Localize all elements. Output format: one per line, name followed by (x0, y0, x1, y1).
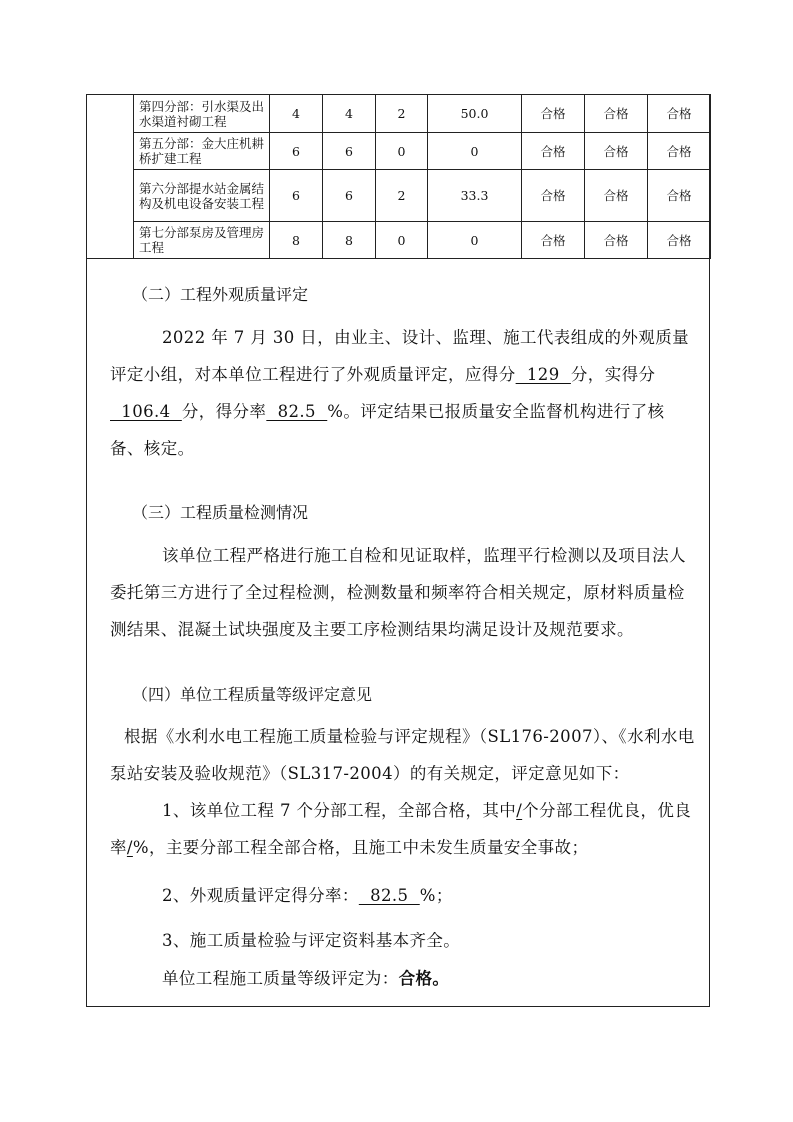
cell-total: 6 (270, 170, 323, 222)
subproject-name: 第六分部提水站金属结构及机电设备安装工程 (134, 170, 270, 222)
testing-paragraph: 该单位工程严格进行施工自检和见证取样，监理平行检测以及项目法人委托第三方进行了全过程检测，检测数量和频率符合相关规定，原材料质量检测结果、混凝土试块强度及主要工序检测结果均满足设计及规范要求。 (110, 546, 686, 639)
grade-conclusion (162, 965, 449, 989)
table-row (87, 95, 711, 133)
slash-value: / (516, 801, 523, 820)
cell-grade: 合格 (522, 222, 585, 259)
item-text: %，主要分部工程全部合格，且施工中未发生质量安全事故； (132, 838, 589, 857)
slash-value: / (126, 838, 133, 857)
cell-excellent: 2 (376, 95, 428, 133)
cell-qualified: 4 (323, 95, 376, 133)
score-actual-value: 106.4 (110, 402, 182, 421)
cell-qualified: 6 (323, 133, 376, 170)
grade-item-1 (110, 792, 698, 866)
grade-intro-paragraph: 根据《水利水电工程施工质量检验与评定规程》（SL176-2007）、《水利水电泵站安装及验收规范》（SL317-2004）的有关规定，评定意见如下： (110, 727, 695, 783)
cell-excellent: 2 (376, 170, 428, 222)
conclusion-label: 单位工程施工质量等级评定为： (162, 969, 399, 988)
conclusion-value: 合格。 (398, 969, 450, 988)
paragraph-text: %。评定结果已报质量安全监督机构进行了核备、核定。 (110, 402, 665, 458)
cell-grade: 合格 (585, 95, 648, 133)
cell-rate: 0 (428, 222, 522, 259)
cell-grade: 合格 (522, 133, 585, 170)
subproject-name: 第七分部泵房及管理房工程 (134, 222, 270, 259)
cell-grade: 合格 (585, 133, 648, 170)
cell-grade: 合格 (648, 222, 711, 259)
cell-grade: 合格 (522, 170, 585, 222)
cell-grade: 合格 (585, 170, 648, 222)
cell-grade: 合格 (522, 95, 585, 133)
score-should-value: 129 (515, 365, 571, 384)
cell-qualified: 8 (323, 222, 376, 259)
item-text: 1、该单位工程 7 个分部工程，全部合格，其中 (162, 801, 517, 820)
table-row (87, 222, 711, 259)
table-row (87, 170, 711, 222)
cell-total: 8 (270, 222, 323, 259)
paragraph-text: 分，得分率 (181, 402, 267, 421)
cell-excellent: 0 (376, 133, 428, 170)
section-heading-appearance: （二）工程外观质量评定 (132, 285, 309, 304)
subproject-name: 第四分部：引水渠及出水渠道衬砌工程 (134, 95, 270, 133)
cell-rate: 0 (428, 133, 522, 170)
grade-item-3: 3、施工质量检验与评定资料基本齐全。 (162, 931, 461, 950)
cell-total: 6 (270, 133, 323, 170)
subproject-score-table (86, 94, 711, 259)
item-text: 2、外观质量评定得分率： (162, 886, 359, 905)
table-row (87, 133, 711, 170)
cell-rate: 33.3 (428, 170, 522, 222)
cell-qualified: 6 (323, 170, 376, 222)
item-text: %； (419, 886, 453, 905)
paragraph-text: 分，实得分 (570, 365, 656, 384)
subproject-name: 第五分部：金大庄机耕桥扩建工程 (134, 133, 270, 170)
section-heading-grade-opinion: （四）单位工程质量等级评定意见 (132, 685, 373, 704)
cell-grade: 合格 (648, 95, 711, 133)
grade-item-2 (162, 882, 453, 906)
cell-grade: 合格 (648, 133, 711, 170)
cell-total: 4 (270, 95, 323, 133)
appearance-rate-value: 82.5 (358, 886, 420, 905)
score-rate-value: 82.5 (266, 402, 328, 421)
item-text: 个分部工程优良，优良率 (110, 801, 692, 857)
table-merged-cell (87, 95, 134, 259)
cell-grade: 合格 (585, 222, 648, 259)
cell-grade: 合格 (648, 170, 711, 222)
cell-rate: 50.0 (428, 95, 522, 133)
section-heading-testing: （三）工程质量检测情况 (132, 503, 309, 522)
appearance-paragraph (110, 319, 698, 467)
paragraph-text: 2022 年 7 月 30 日，由业主、设计、监理、施工代表组成的外观质量评定小组，对本单位工程进行了外观质量评定，应得分 (110, 328, 690, 384)
cell-excellent: 0 (376, 222, 428, 259)
